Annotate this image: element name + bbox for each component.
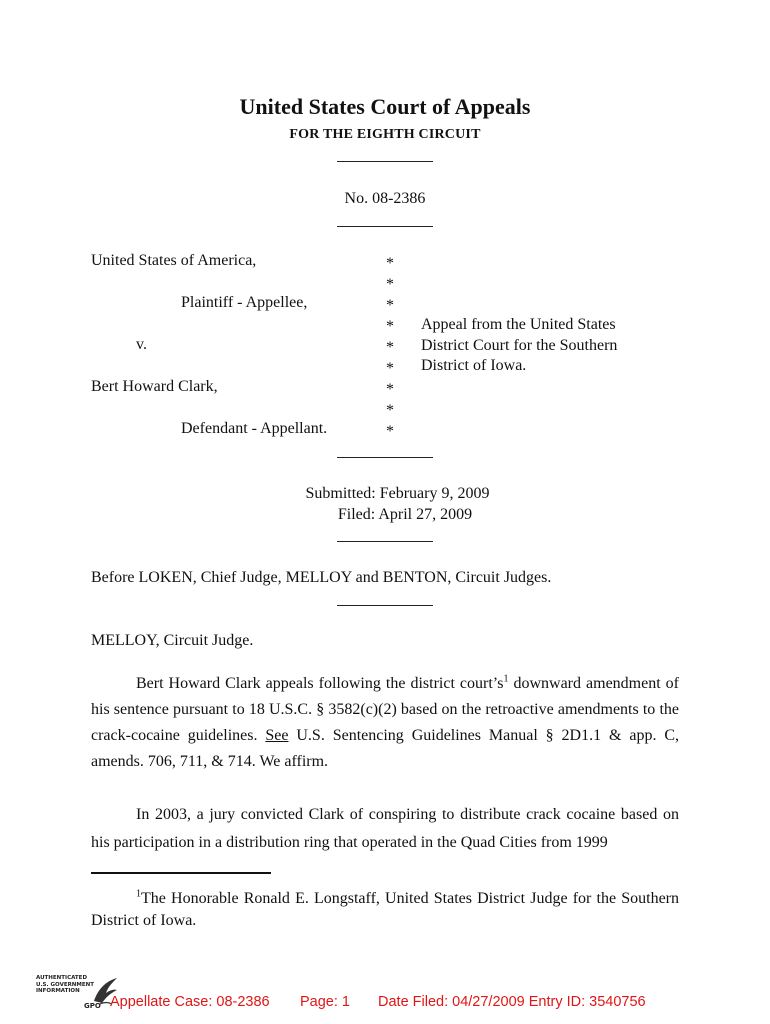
case-number: No. 08-2386 <box>344 190 426 207</box>
caption-star: * <box>386 255 394 272</box>
caption-star: * <box>386 276 394 293</box>
paragraph-text: U.S. Sentencing Guidelines Manual § 2D1.1 & app. C, amends. 706, 711, & 714. We affirm. <box>91 727 679 770</box>
opinion-paragraph <box>91 671 679 775</box>
caption-star: * <box>386 423 394 440</box>
divider <box>337 161 433 162</box>
appeal-line: Appeal from the United States <box>421 316 616 333</box>
party-appellee-role: Plaintiff - Appellee, <box>181 294 308 311</box>
seal-line: INFORMATION <box>36 988 80 994</box>
footnote <box>91 888 679 932</box>
footnote-mark: 1 <box>136 888 141 900</box>
opinion-author: MELLOY, Circuit Judge. <box>91 632 254 649</box>
paragraph-text: downward amendment of his sentence pursuant to 18 U.S.C. § 3582(c)(2) based on the retroactive amendments to the crack-cocaine guidelines. <box>91 675 679 744</box>
court-title: United States Court of Appeals <box>239 94 531 119</box>
caption-star: * <box>386 339 394 356</box>
caption-star: * <box>386 381 394 398</box>
appeal-line: District of Iowa. <box>421 357 527 374</box>
divider <box>337 541 433 542</box>
circuit-subtitle: FOR THE EIGHTH CIRCUIT <box>289 127 481 142</box>
panel-judges: Before LOKEN, Chief Judge, MELLOY and BENTON, Circuit Judges. <box>91 569 552 586</box>
appeal-from <box>421 315 661 377</box>
divider <box>337 605 433 606</box>
footer-page: Page: 1 <box>300 994 350 1010</box>
opinion-paragraph <box>91 801 679 857</box>
footnote-divider <box>91 872 271 874</box>
seal-text <box>36 975 94 995</box>
divider <box>337 226 433 227</box>
seal-line: U.S. GOVERNMENT <box>36 981 94 988</box>
paragraph-text: Bert Howard Clark appeals following the district court’s <box>136 675 504 692</box>
caption-star: * <box>386 297 394 314</box>
footer-case: Appellate Case: 08-2386 <box>110 994 270 1010</box>
caption-star: * <box>386 318 394 335</box>
party-appellee-name: United States of America, <box>91 252 257 269</box>
appeal-line: District Court for the Southern <box>421 336 618 354</box>
paragraph-text: In 2003, a jury convicted Clark of conspiring to distribute crack cocaine based on his participation in a distribution ring that operated in the Quad Cities from 1999 <box>91 806 679 851</box>
seal-line: AUTHENTICATED <box>36 975 88 981</box>
filed-date: Filed: April 27, 2009 <box>337 506 473 523</box>
caption-star: * <box>386 360 394 377</box>
see-signal: See <box>265 727 289 744</box>
versus-label: v. <box>136 336 147 353</box>
footnote-text: The Honorable Ronald E. Longstaff, United States District Judge for the Southern District of Iowa. <box>91 890 679 929</box>
divider <box>337 457 433 458</box>
footnote-ref[interactable]: 1 <box>503 673 509 685</box>
gpo-authentication-seal <box>36 975 118 1017</box>
submitted-date: Submitted: February 9, 2009 <box>305 485 490 502</box>
party-appellant-role: Defendant - Appellant. <box>181 420 328 437</box>
caption-star: * <box>386 402 394 419</box>
gpo-label: GPO <box>84 1002 101 1010</box>
footer-date-filed: Date Filed: 04/27/2009 Entry ID: 3540756 <box>378 994 646 1010</box>
party-appellant-name: Bert Howard Clark, <box>91 378 218 395</box>
